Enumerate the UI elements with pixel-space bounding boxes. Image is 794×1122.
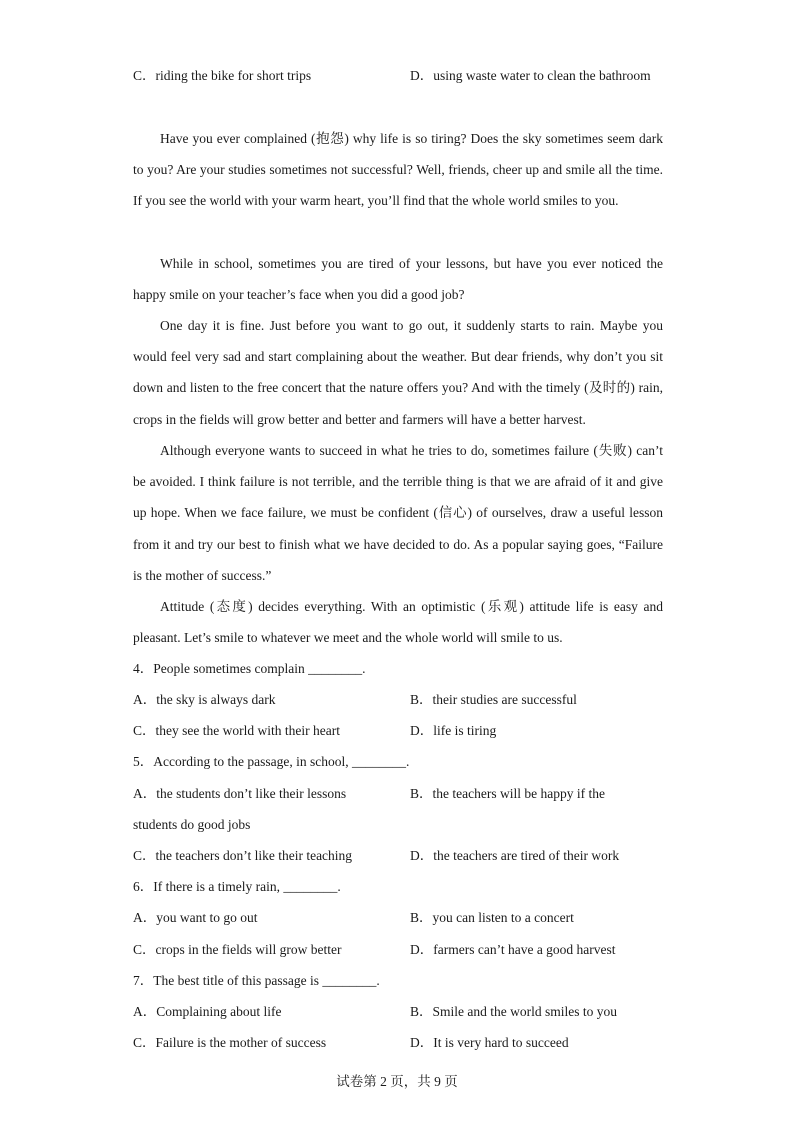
- question-5-option-c: C．the teachers don’t like their teaching: [133, 848, 353, 863]
- question-4-stem: 4．People sometimes complain ________.: [133, 661, 366, 676]
- question-6-stem: 6．If there is a timely rain, ________.: [133, 879, 341, 894]
- question-4-option-c: C．they see the world with their heart: [133, 723, 340, 738]
- question-5-option-b: B．the teachers will be happy if the: [410, 786, 605, 801]
- question-4-option-b: B．their studies are successful: [410, 692, 577, 707]
- passage-paragraph-5: Attitude (态度) decides everything. With an optimistic (乐观) attitude life is easy and pleasant. Let’s smile to whatever we meet and the whole world will smile to us.: [133, 599, 663, 646]
- question-7-option-b: B．Smile and the world smiles to you: [410, 1004, 617, 1019]
- question-6-option-c: C．crops in the fields will grow better: [133, 942, 342, 957]
- passage-paragraph-2: While in school, sometimes you are tired of your lessons, but have you ever noticed the happy smile on your teacher’s face when you did a good job?: [133, 256, 663, 303]
- question-7-option-a: A．Complaining about life: [133, 1004, 282, 1019]
- question-7-option-d: D．It is very hard to succeed: [410, 1035, 569, 1050]
- page-footer: 试卷第 2 页，共 9 页: [336, 1074, 458, 1089]
- question-5-stem: 5．According to the passage, in school, ________.: [133, 754, 410, 769]
- option-c-prev: C．riding the bike for short trips: [133, 68, 312, 83]
- question-4-option-d: D．life is tiring: [410, 723, 497, 738]
- passage-paragraph-4: Although everyone wants to succeed in what he tries to do, sometimes failure (失败) can’t be avoided. I think failure is not terrible, and the terrible thing is that we are afraid of it and give up hope. When we face failure, we must be confident (信心) of ourselves, draw a useful lesson from it and try our best to finish what we have decided to do. As a popular saying goes, “Failure is the mother of success.”: [133, 443, 663, 583]
- question-6-option-d: D．farmers can’t have a good harvest: [410, 942, 616, 957]
- question-7-option-c: C．Failure is the mother of success: [133, 1035, 327, 1050]
- question-7-stem: 7．The best title of this passage is ________.: [133, 973, 380, 988]
- passage-paragraph-3: One day it is fine. Just before you want to go out, it suddenly starts to rain. Maybe you would feel very sad and start complaining about the weather. But dear friends, why don’t you sit down and listen to the free concert that the nature offers you? And with the timely (及时的) rain, crops in the fields will grow better and better and farmers will have a better harvest.: [133, 318, 663, 427]
- passage-paragraph-1: Have you ever complained (抱怨) why life is so tiring? Does the sky sometimes seem dark to you? Are your studies sometimes not successful? Well, friends, cheer up and smile all the time. If you see the world with your warm heart, you’ll find that the whole world smiles to you.: [133, 131, 663, 209]
- question-5-option-a: A．the students don’t like their lessons: [133, 786, 347, 801]
- question-4-option-a: A．the sky is always dark: [133, 692, 276, 707]
- question-6-option-b: B．you can listen to a concert: [410, 910, 574, 925]
- option-d-prev: D．using waste water to clean the bathroom: [410, 68, 651, 83]
- question-5-option-b-continued: students do good jobs: [133, 817, 251, 832]
- question-6-option-a: A．you want to go out: [133, 910, 258, 925]
- question-5-option-d: D．the teachers are tired of their work: [410, 848, 620, 863]
